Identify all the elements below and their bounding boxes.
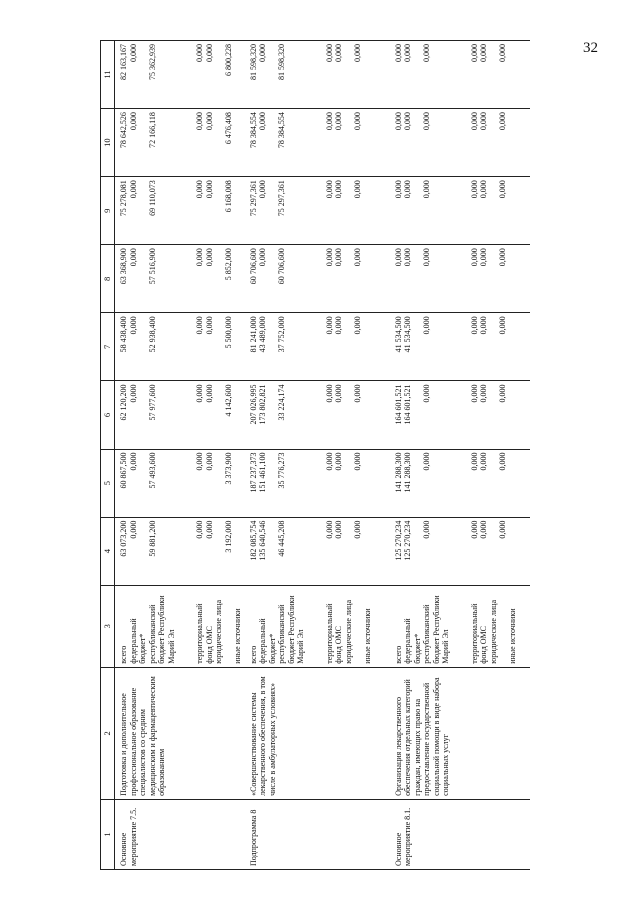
value: 75 362,939	[147, 44, 157, 80]
value-cell	[245, 177, 390, 245]
value: 0,000	[403, 248, 412, 267]
value: 0,000	[422, 452, 431, 471]
value: 0,000	[393, 248, 403, 267]
value-cell	[390, 245, 530, 313]
value: 0,000	[479, 112, 488, 131]
value: 78 384,554	[248, 112, 258, 149]
value: 0,000	[422, 384, 431, 403]
value: 0,000	[498, 112, 507, 131]
table-row	[245, 41, 390, 870]
col-header: 1	[101, 799, 115, 869]
value: 0,000	[469, 44, 479, 62]
value: 0,000	[195, 44, 204, 62]
value-cell	[245, 449, 390, 517]
value-cell	[390, 517, 530, 585]
value: 0,000	[403, 112, 412, 131]
value-cell	[115, 109, 245, 177]
value: 0,000	[469, 452, 479, 471]
value: 60 706,600	[277, 248, 286, 285]
value-cell	[245, 313, 390, 381]
value: 6 800,228	[223, 44, 233, 76]
value: 0,000	[324, 112, 334, 131]
value: 125 270,234	[403, 520, 412, 561]
value: 0,000	[469, 316, 479, 335]
rotated-table-container	[100, 40, 540, 870]
value: 0,000	[403, 180, 412, 199]
value: 0,000	[334, 44, 343, 62]
value-cell	[245, 517, 390, 585]
value: 135 640,546	[258, 520, 267, 561]
value: 0,000	[498, 248, 507, 267]
value: 35 776,273	[277, 452, 286, 489]
value: 0,000	[195, 112, 204, 131]
value-cell	[245, 245, 390, 313]
value: 0,000	[195, 520, 204, 539]
col-header: 6	[101, 381, 115, 449]
value: 0,000	[479, 44, 488, 62]
value-cell	[245, 109, 390, 177]
funding-source-label: всего	[119, 645, 128, 664]
value: 0,000	[422, 248, 431, 267]
table-body	[115, 41, 530, 870]
value: 63 073,200	[119, 520, 128, 557]
value-cell	[115, 449, 245, 517]
funding-source-label: территориальный фонд ОМС	[195, 603, 214, 664]
value: 0,000	[498, 520, 507, 539]
row-description: Организация лекарственного обеспечения отдельных категорий граждан, имеющих право на предоставление государственной социальной помощи в виде набора социальных услуг	[390, 667, 530, 799]
value-cell	[115, 381, 245, 449]
row-name: Основное мероприятие 7.5.	[115, 799, 245, 869]
value: 0,000	[128, 316, 138, 335]
funding-sources	[390, 585, 530, 667]
value-cell	[390, 41, 530, 109]
value: 0,000	[353, 452, 362, 471]
funding-source-label: юридические лица	[214, 600, 223, 664]
value: 0,000	[422, 180, 431, 199]
value-cell	[245, 381, 390, 449]
value: 81 598,320	[277, 44, 286, 80]
value: 0,000	[353, 180, 362, 199]
value: 0,000	[353, 384, 362, 403]
value: 0,000	[469, 384, 479, 403]
value: 0,000	[128, 520, 138, 539]
value-cell	[115, 313, 245, 381]
value: 0,000	[353, 112, 362, 131]
value: 0,000	[393, 180, 403, 199]
value: 0,000	[353, 44, 362, 62]
value: 0,000	[204, 44, 214, 62]
value: 0,000	[128, 44, 138, 62]
value: 0,000	[324, 384, 334, 403]
value: 0,000	[258, 180, 267, 199]
funding-source-label: всего	[393, 645, 403, 664]
value: 0,000	[128, 112, 138, 131]
value-cell	[390, 109, 530, 177]
value: 0,000	[498, 316, 507, 335]
funding-sources	[115, 585, 245, 667]
funding-source-label: всего	[248, 645, 258, 664]
page-number: 32	[583, 40, 598, 56]
value: 141 288,300	[393, 452, 403, 493]
value: 78 642,526	[119, 112, 128, 149]
value: 0,000	[204, 316, 214, 335]
value-cell	[115, 517, 245, 585]
value: 0,000	[258, 248, 267, 267]
value: 41 534,500	[403, 316, 412, 353]
col-header: 10	[101, 109, 115, 177]
value: 0,000	[334, 180, 343, 199]
value: 46 445,208	[277, 520, 286, 557]
value: 164 601,521	[403, 384, 412, 425]
value: 0,000	[324, 180, 334, 199]
value: 0,000	[498, 384, 507, 403]
funding-source-label: юридические лица	[488, 600, 498, 664]
value: 78 384,554	[277, 112, 286, 149]
value: 60 867,500	[119, 452, 128, 489]
value: 0,000	[128, 248, 138, 267]
funding-source-label: республиканский бюджет Республики Марий Эл	[277, 595, 305, 664]
value: 0,000	[324, 316, 334, 335]
value: 0,000	[469, 248, 479, 267]
value: 75 297,361	[248, 180, 258, 217]
value: 43 489,000	[258, 316, 267, 353]
funding-source-label: иные источники	[362, 608, 372, 664]
funding-source-label: федеральный бюджет*	[258, 618, 277, 664]
funding-sources	[245, 585, 390, 667]
value-cell	[115, 41, 245, 109]
value: 0,000	[469, 180, 479, 199]
funding-source-label: территориальный фонд ОМС	[469, 603, 488, 664]
col-header: 3	[101, 585, 115, 667]
value: 82 163,167	[119, 44, 128, 80]
value: 0,000	[498, 180, 507, 199]
value: 125 270,234	[393, 520, 403, 561]
funding-source-label: иные источники	[507, 608, 517, 664]
value: 0,000	[334, 520, 343, 539]
value: 4 142,600	[223, 384, 233, 417]
value: 59 881,200	[147, 520, 157, 557]
value: 0,000	[324, 248, 334, 267]
value: 0,000	[195, 316, 204, 335]
value: 207 026,995	[248, 384, 258, 425]
value: 0,000	[422, 316, 431, 335]
value: 0,000	[479, 452, 488, 471]
value: 0,000	[353, 248, 362, 267]
value: 58 438,400	[119, 316, 128, 353]
value: 63 368,900	[119, 248, 128, 285]
value: 0,000	[195, 248, 204, 267]
value: 0,000	[422, 112, 431, 131]
value: 0,000	[469, 112, 479, 131]
col-header: 7	[101, 313, 115, 381]
col-header: 11	[101, 41, 115, 109]
value: 0,000	[479, 316, 488, 335]
value: 164 601,521	[393, 384, 403, 425]
value: 0,000	[469, 520, 479, 539]
col-header: 5	[101, 449, 115, 517]
value: 0,000	[204, 384, 214, 403]
value: 0,000	[258, 44, 267, 62]
col-header: 9	[101, 177, 115, 245]
value: 151 461,100	[258, 452, 267, 493]
value: 62 120,200	[119, 384, 128, 421]
value: 3 192,000	[223, 520, 233, 553]
value: 0,000	[195, 452, 204, 471]
value: 0,000	[353, 520, 362, 539]
value: 52 938,400	[147, 316, 157, 353]
col-header: 2	[101, 667, 115, 799]
value: 0,000	[498, 452, 507, 471]
funding-source-label: иные источники	[233, 608, 242, 664]
row-description: Подготовка и дополнительное профессиональное образование специалистов со средним медицинским и фармацевтическим образованием	[115, 667, 245, 799]
value: 0,000	[128, 452, 138, 471]
value: 187 237,373	[248, 452, 258, 493]
funding-source-label: федеральный бюджет*	[128, 618, 147, 664]
funding-source-label: республиканский бюджет Республики Марий Эл	[422, 595, 450, 664]
value: 182 085,754	[248, 520, 258, 561]
value: 75 278,081	[119, 180, 128, 217]
funding-source-label: территориальный фонд ОМС	[324, 603, 343, 664]
value: 3 373,900	[223, 452, 233, 485]
value: 5 500,000	[223, 316, 233, 349]
value-cell	[245, 41, 390, 109]
value: 81 241,000	[248, 316, 258, 353]
value: 0,000	[479, 248, 488, 267]
value-cell	[115, 245, 245, 313]
value-cell	[390, 449, 530, 517]
value: 0,000	[479, 384, 488, 403]
value: 0,000	[334, 248, 343, 267]
row-description: «Совершенствование системы лекарственного обеспечения, в том числе в амбулаторных условиях»	[245, 667, 390, 799]
value: 57 516,900	[147, 248, 157, 285]
value: 33 224,174	[277, 384, 286, 421]
value: 0,000	[258, 112, 267, 131]
value: 69 110,073	[147, 180, 157, 216]
value: 0,000	[422, 520, 431, 539]
value: 60 706,600	[248, 248, 258, 285]
value: 72 166,118	[147, 112, 157, 148]
value: 0,000	[195, 384, 204, 403]
value: 0,000	[324, 44, 334, 62]
budget-table	[100, 40, 530, 870]
value: 5 852,000	[223, 248, 233, 281]
value: 0,000	[479, 520, 488, 539]
value: 37 752,000	[277, 316, 286, 353]
row-name: Основное мероприятие 8.1.	[390, 799, 530, 869]
value: 81 598,320	[248, 44, 258, 80]
value: 0,000	[195, 180, 204, 199]
value: 0,000	[498, 44, 507, 62]
row-name: Подпрограмма 8	[245, 799, 390, 869]
value: 0,000	[204, 452, 214, 471]
value: 0,000	[324, 452, 334, 471]
value: 0,000	[393, 44, 403, 62]
value: 173 802,821	[258, 384, 267, 425]
table-row	[390, 41, 530, 870]
table-row	[115, 41, 245, 870]
funding-source-label: федеральный бюджет*	[403, 618, 422, 664]
value-cell	[390, 177, 530, 245]
value: 0,000	[324, 520, 334, 539]
col-header: 4	[101, 517, 115, 585]
value: 0,000	[479, 180, 488, 199]
value: 0,000	[422, 44, 431, 62]
value: 0,000	[128, 384, 138, 403]
value: 0,000	[204, 248, 214, 267]
value: 75 297,361	[277, 180, 286, 217]
value: 141 288,300	[403, 452, 412, 493]
value: 0,000	[334, 452, 343, 471]
value: 0,000	[353, 316, 362, 335]
value: 0,000	[204, 112, 214, 131]
header-row	[101, 41, 115, 870]
value: 0,000	[393, 112, 403, 131]
col-header: 8	[101, 245, 115, 313]
funding-source-label: юридические лица	[343, 600, 353, 664]
value: 41 534,500	[393, 316, 403, 353]
value: 0,000	[334, 112, 343, 131]
value: 6 168,008	[223, 180, 233, 213]
value: 0,000	[334, 316, 343, 335]
funding-source-label: республиканский бюджет Республики Марий Эл	[147, 595, 176, 664]
value-cell	[390, 381, 530, 449]
value-cell	[390, 313, 530, 381]
value: 0,000	[403, 44, 412, 62]
value: 57 493,600	[147, 452, 157, 489]
value: 0,000	[204, 520, 214, 539]
value: 0,000	[204, 180, 214, 199]
value-cell	[115, 177, 245, 245]
value: 0,000	[334, 384, 343, 403]
value: 0,000	[128, 180, 138, 199]
value: 6 476,408	[223, 112, 233, 145]
value: 57 977,600	[147, 384, 157, 421]
